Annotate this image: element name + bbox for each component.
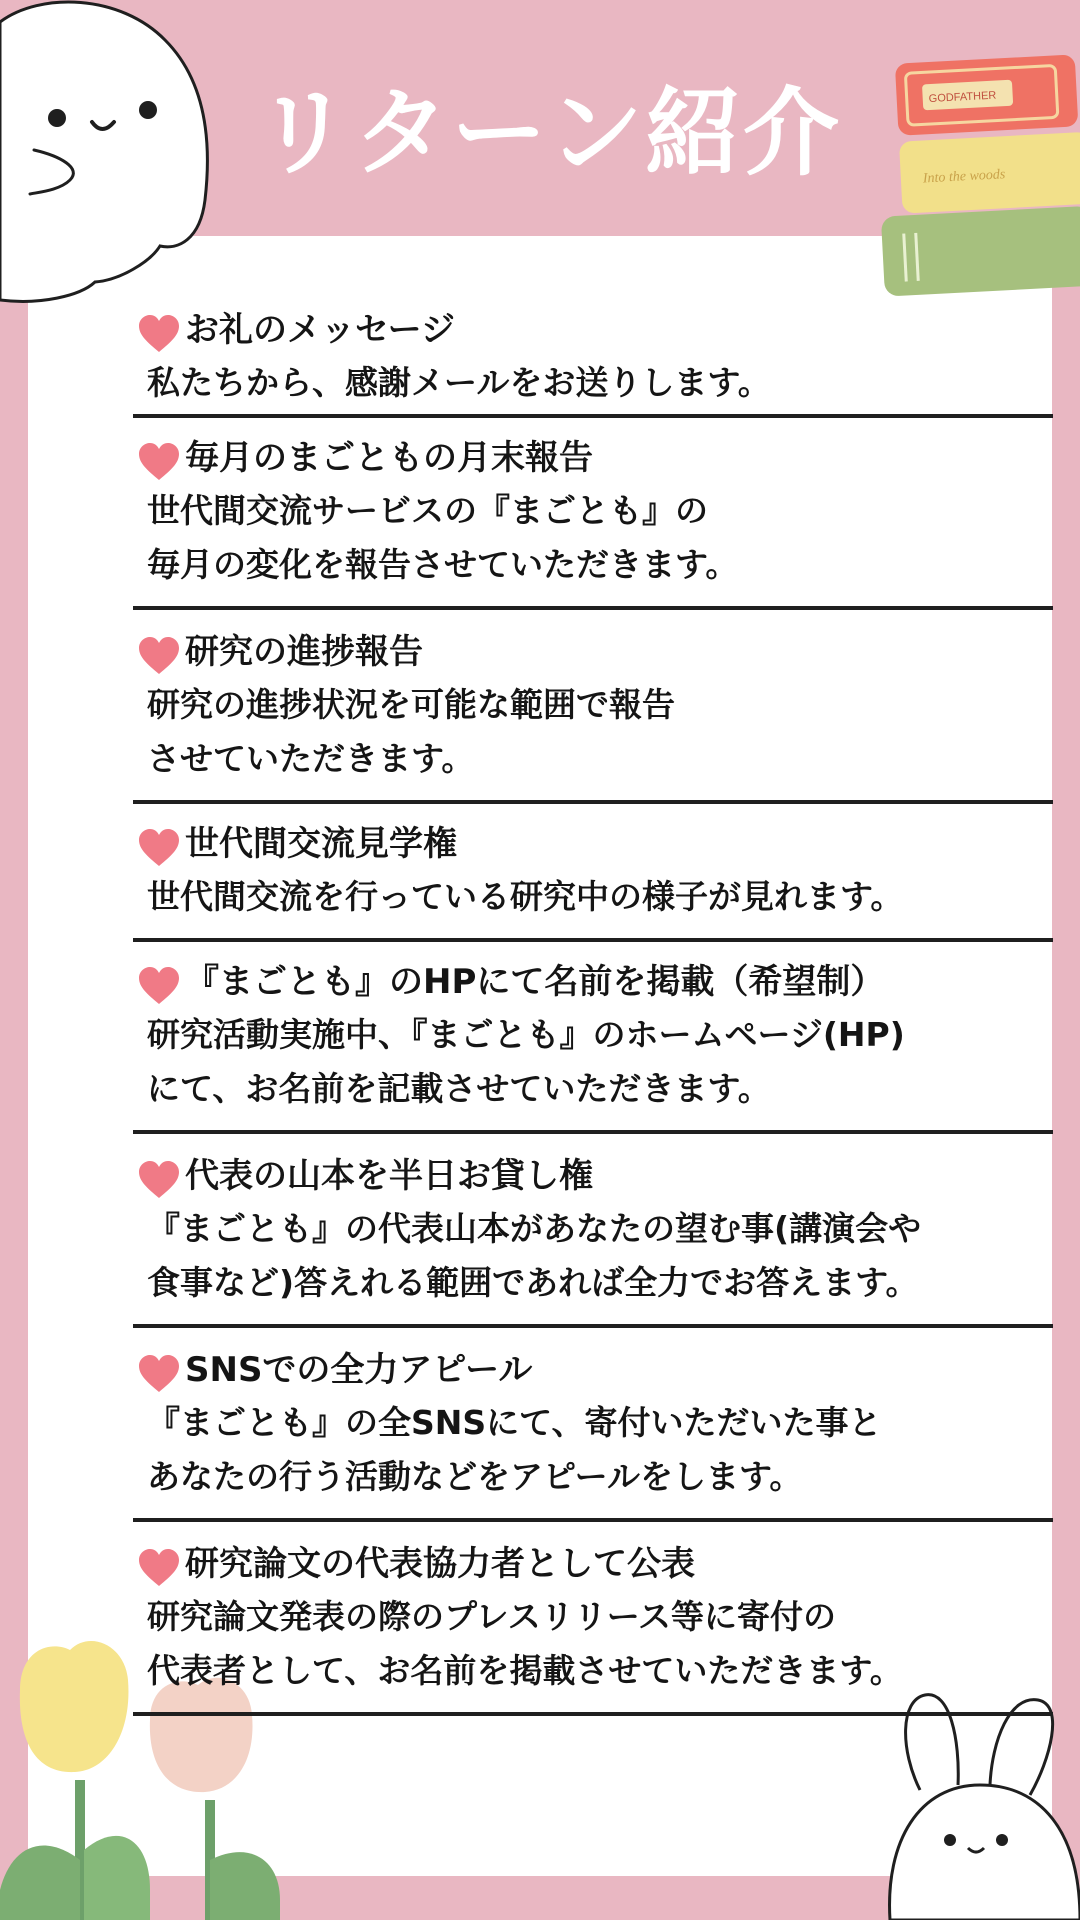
return-item [133,820,1053,942]
heart-icon [137,1354,181,1394]
book-label-woods: Into the woods [922,167,1006,187]
return-description [133,678,1053,786]
return-title: 代表の山本を半日お貸し権 [185,1156,593,1196]
return-description [133,1202,1053,1310]
return-description-line: させていただきます。 [147,739,475,778]
books-illustration [860,20,1080,300]
return-item [133,1540,1053,1716]
return-description [133,484,1053,592]
return-description-line: 食事など)答えれる範囲であれば全力でお答えます。 [147,1263,919,1302]
return-description-line: 毎月の変化を報告させていただきます。 [147,545,739,584]
return-description [133,1008,1053,1116]
return-item [133,1152,1053,1328]
return-description-line: 世代間交流サービスの『まごとも』の [147,491,708,530]
return-description-line: あなたの行う活動などをアピールをします。 [147,1457,803,1496]
return-title: 毎月のまごともの月末報告 [185,438,593,478]
return-description-line: 私たちから、感謝メールをお送りします。 [147,363,771,402]
ghost-illustration [0,0,215,310]
heart-icon [137,314,181,354]
bunny-illustration [880,1690,1080,1920]
heart-icon [137,636,181,676]
return-title: お礼のメッセージ [185,310,455,350]
return-description [133,1396,1053,1504]
return-description-line: 研究活動実施中、『まごとも』のホームページ(HP) [147,1015,905,1054]
return-description-line: にて、お名前を記載させていただきます。 [147,1069,771,1108]
return-item [133,306,1053,418]
heart-icon [137,1548,181,1588]
heart-icon [137,966,181,1006]
return-description-line: 『まごとも』の代表山本があなたの望む事(講演会や [147,1209,922,1248]
heart-icon [137,442,181,482]
return-item [133,434,1053,610]
return-item [133,958,1053,1134]
return-item [133,1346,1053,1522]
return-title: 『まごとも』のHPにて名前を掲載（希望制） [185,962,885,1002]
return-description-line: 研究論文発表の際のプレスリリース等に寄付の [147,1597,837,1636]
return-description [133,1590,1053,1698]
return-description [133,356,1053,410]
heart-icon [137,1160,181,1200]
return-title: 研究の進捗報告 [185,632,423,672]
return-title: 研究論文の代表協力者として公表 [185,1544,695,1584]
page-title: リターン紹介 [255,77,842,189]
return-description-line: 世代間交流を行っている研究中の様子が見れます。 [147,877,904,916]
return-title: 世代間交流見学権 [185,824,457,864]
return-item [133,628,1053,804]
book-label-godfather: GODFATHER [928,89,997,106]
return-title: SNSでの全力アピール [185,1350,533,1390]
return-description-line: 代表者として、お名前を掲載させていただきます。 [147,1651,903,1690]
heart-icon [137,828,181,868]
return-description-line: 『まごとも』の全SNSにて、寄付いただいた事と [147,1403,882,1442]
return-description [133,870,1053,924]
return-description-line: 研究の進捗状況を可能な範囲で報告 [147,685,675,724]
